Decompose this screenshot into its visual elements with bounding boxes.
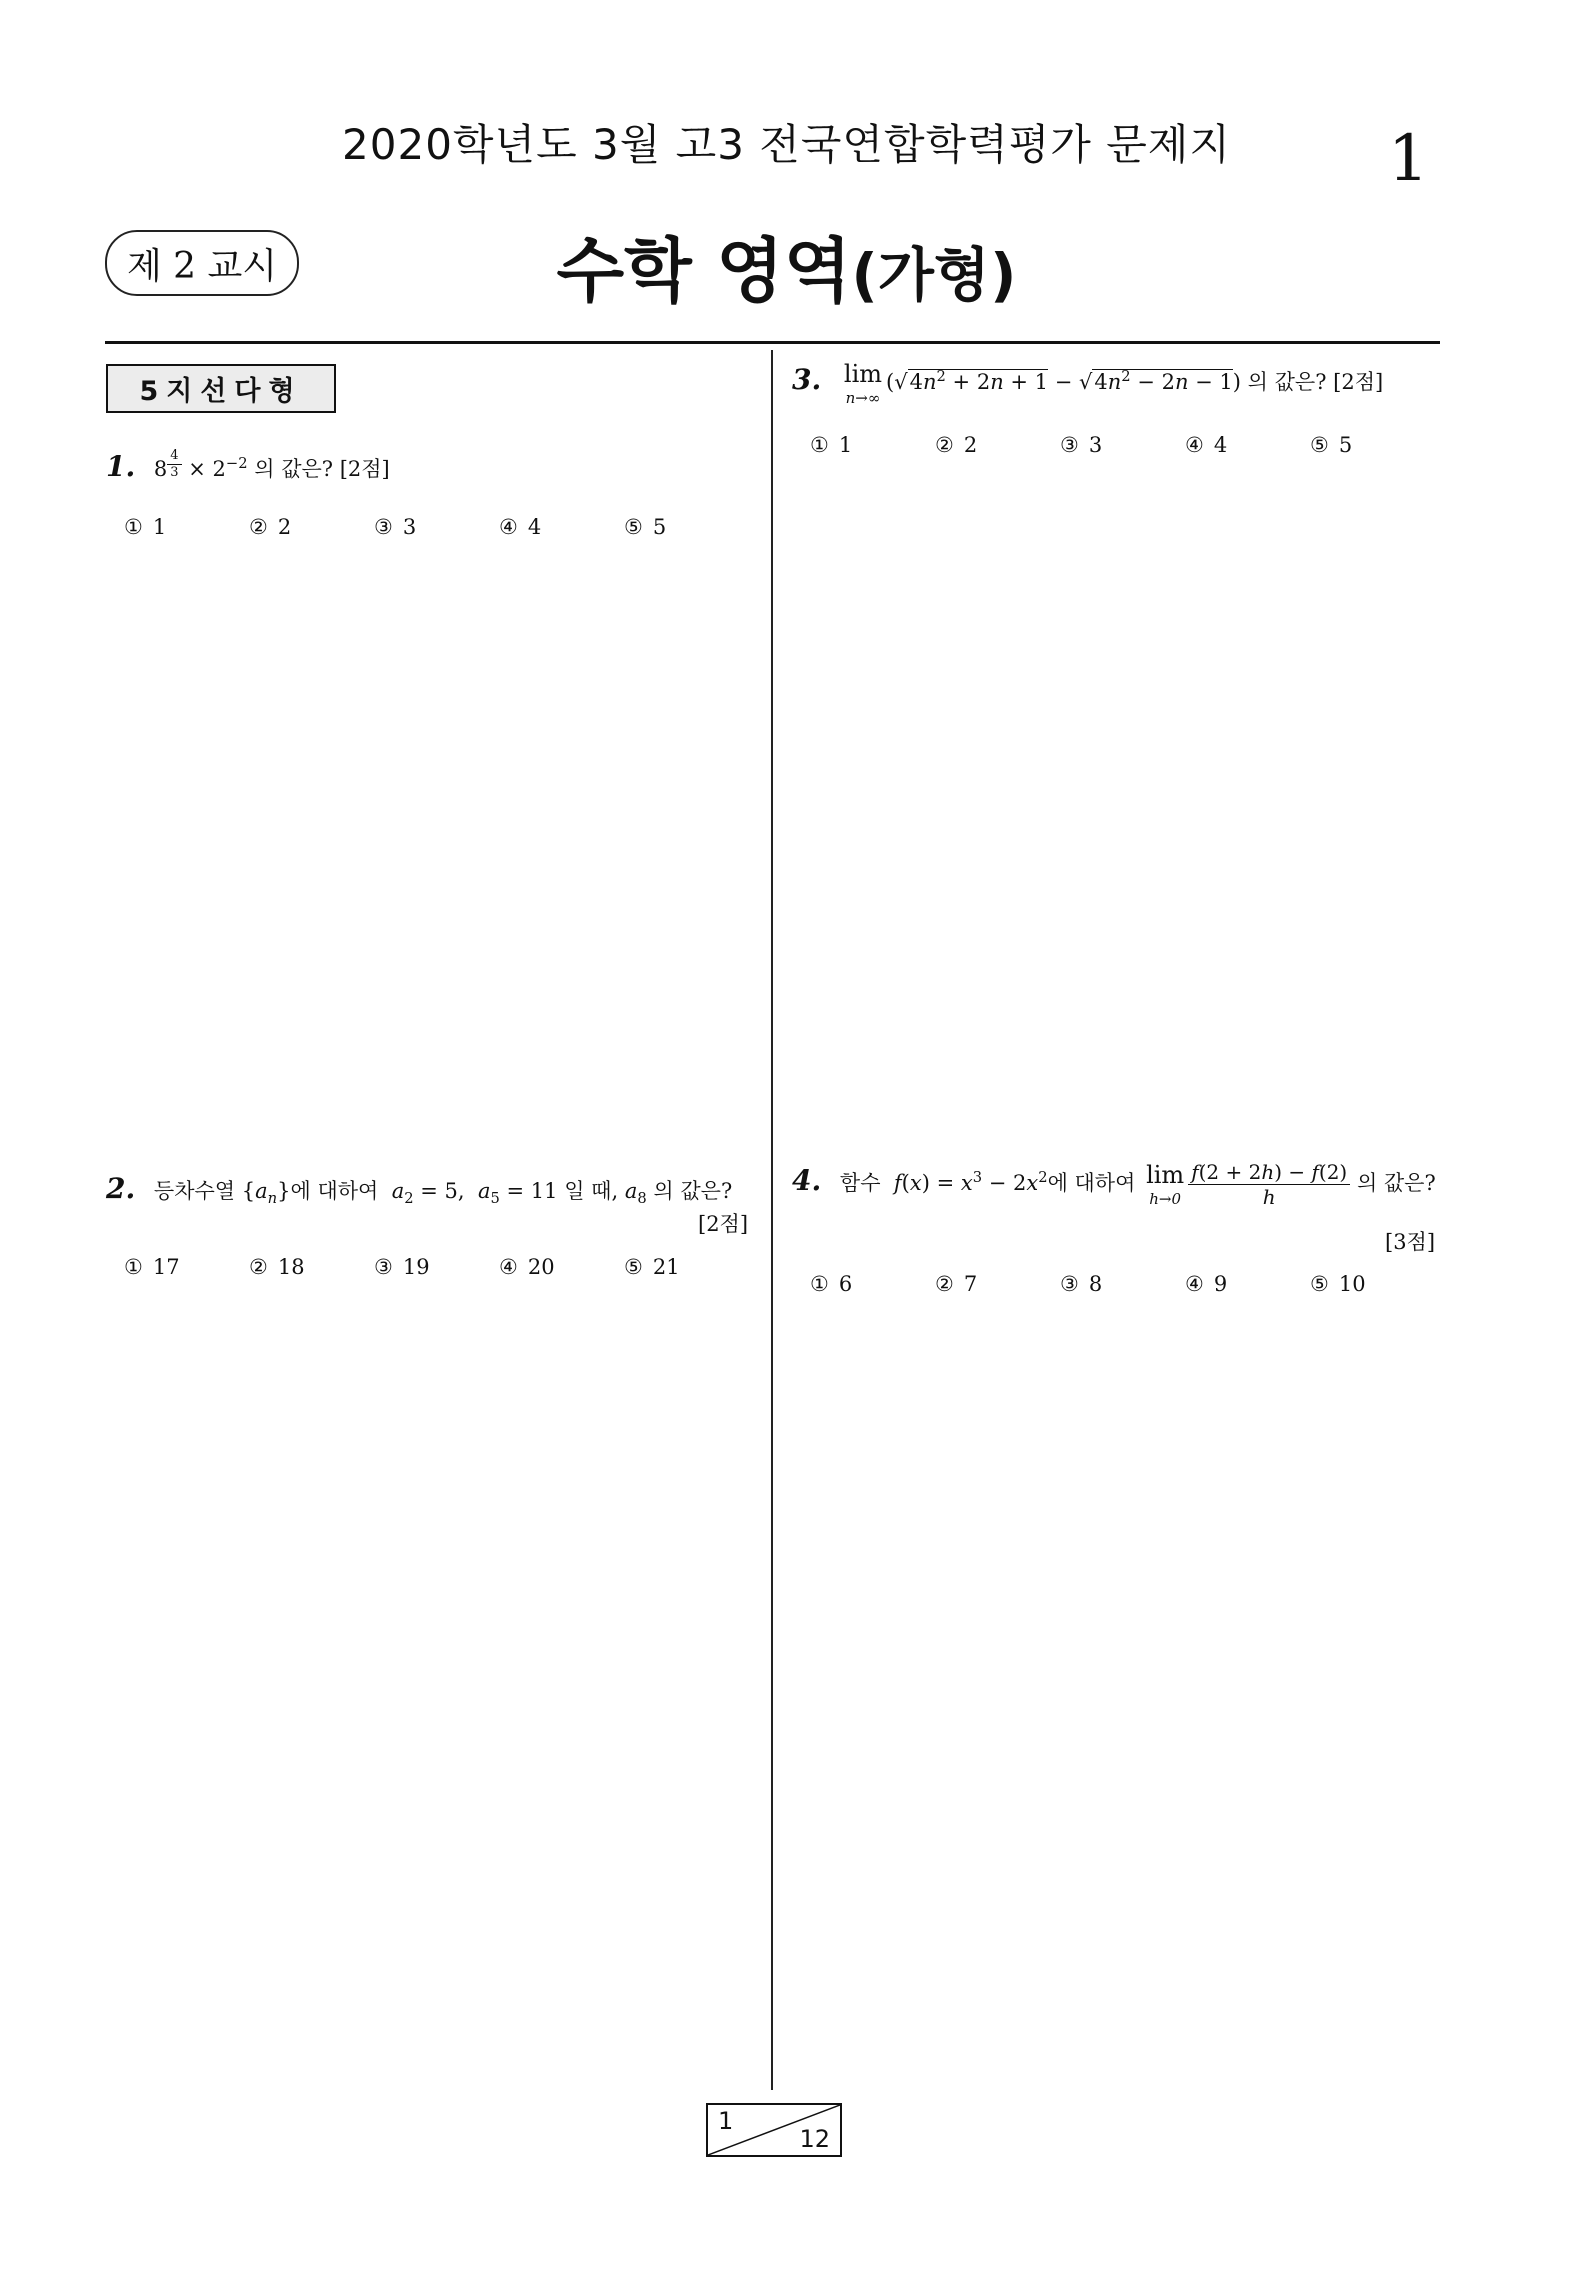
question-2 — [106, 1172, 732, 1208]
question-text: 에 대하여 — [1047, 1171, 1136, 1195]
choice-5[interactable]: ⑤ 5 — [1310, 433, 1353, 457]
choice-2[interactable]: ② 2 — [249, 515, 292, 539]
choice-4[interactable]: ④ 20 — [499, 1255, 555, 1279]
choice-3[interactable]: ③ 3 — [1060, 433, 1103, 457]
question-expression: $\{a_n\}$ — [241, 1179, 291, 1208]
question-points: [2점] — [698, 1212, 749, 1236]
question-text: 의 값은? — [254, 457, 334, 482]
question-4-choices — [810, 1272, 1435, 1296]
question-expression: 8 $^{\frac{4}{3}}$ × $2^{-2}$ — [153, 448, 248, 482]
choice-4[interactable]: ④ 4 — [1185, 433, 1228, 457]
question-1-choices — [124, 515, 749, 539]
question-number: 3. — [792, 362, 822, 396]
question-expression: lim h→0 $\frac{f(2 + 2h) - f(2)}{h}$ — [1142, 1171, 1350, 1195]
session-badge: 제 2 교시 — [105, 230, 299, 296]
question-text: 에 대하여 — [290, 1179, 379, 1203]
subject-title — [0, 215, 1573, 316]
choice-1[interactable]: ① 1 — [810, 433, 853, 457]
header-divider — [105, 341, 1440, 344]
current-page: 1 — [718, 2107, 734, 2135]
question-text: 등차수열 — [153, 1179, 236, 1203]
choice-4[interactable]: ④ 4 — [499, 515, 542, 539]
column-divider — [771, 350, 773, 2090]
question-number: 1. — [106, 450, 136, 484]
question-expression: $a_8$ — [624, 1179, 647, 1208]
question-points: [2점] — [339, 457, 390, 482]
question-text: 의 값은? — [1356, 1171, 1436, 1195]
choice-3[interactable]: ③ 3 — [374, 515, 417, 539]
question-points: [2점] — [1333, 369, 1384, 394]
choice-2[interactable]: ② 2 — [935, 433, 978, 457]
question-text: 의 값은? — [653, 1179, 733, 1203]
exam-title: 2020학년도 3월 고3 전국연합학력평가 문제지 — [342, 120, 1231, 169]
question-expression: lim n→∞ $(√4n^2 + 2n + 1 - √4n^2 - 2n - 1)$ — [843, 360, 1241, 407]
choice-1[interactable]: ① 6 — [810, 1272, 853, 1296]
choice-1[interactable]: ① 1 — [124, 515, 167, 539]
question-expression: $f(x) = x^3 - 2x^2$ — [893, 1169, 1048, 1195]
choice-3[interactable]: ③ 19 — [374, 1255, 430, 1279]
question-text: 함수 — [839, 1171, 881, 1195]
choice-2[interactable]: ② 7 — [935, 1272, 978, 1296]
question-4 — [792, 1160, 1436, 1209]
choice-3[interactable]: ③ 8 — [1060, 1272, 1103, 1296]
choice-5[interactable]: ⑤ 5 — [624, 515, 667, 539]
question-number: 4. — [792, 1164, 822, 1197]
question-1 — [106, 448, 390, 484]
total-pages: 12 — [799, 2125, 830, 2153]
question-text: 의 값은? — [1247, 369, 1327, 394]
choice-2[interactable]: ② 18 — [249, 1255, 305, 1279]
question-type-label: 5지선다형 — [106, 364, 336, 413]
question-points: [3점] — [1385, 1230, 1436, 1254]
subject-type: (가형) — [851, 241, 1017, 309]
subject-main: 수학 영역 — [556, 230, 852, 312]
choice-5[interactable]: ⑤ 10 — [1310, 1272, 1366, 1296]
question-condition: $a_2 = 5$, $a_5 = 11$ — [391, 1179, 558, 1208]
choice-1[interactable]: ① 17 — [124, 1255, 180, 1279]
page-number: 1 — [1388, 122, 1429, 196]
question-3-choices — [810, 433, 1435, 457]
question-2-choices — [124, 1255, 749, 1279]
question-text: 일 때, — [564, 1179, 619, 1203]
choice-5[interactable]: ⑤ 21 — [624, 1255, 680, 1279]
page-indicator — [706, 2103, 842, 2157]
choice-4[interactable]: ④ 9 — [1185, 1272, 1228, 1296]
question-number: 2. — [106, 1172, 136, 1205]
question-3 — [792, 360, 1383, 407]
